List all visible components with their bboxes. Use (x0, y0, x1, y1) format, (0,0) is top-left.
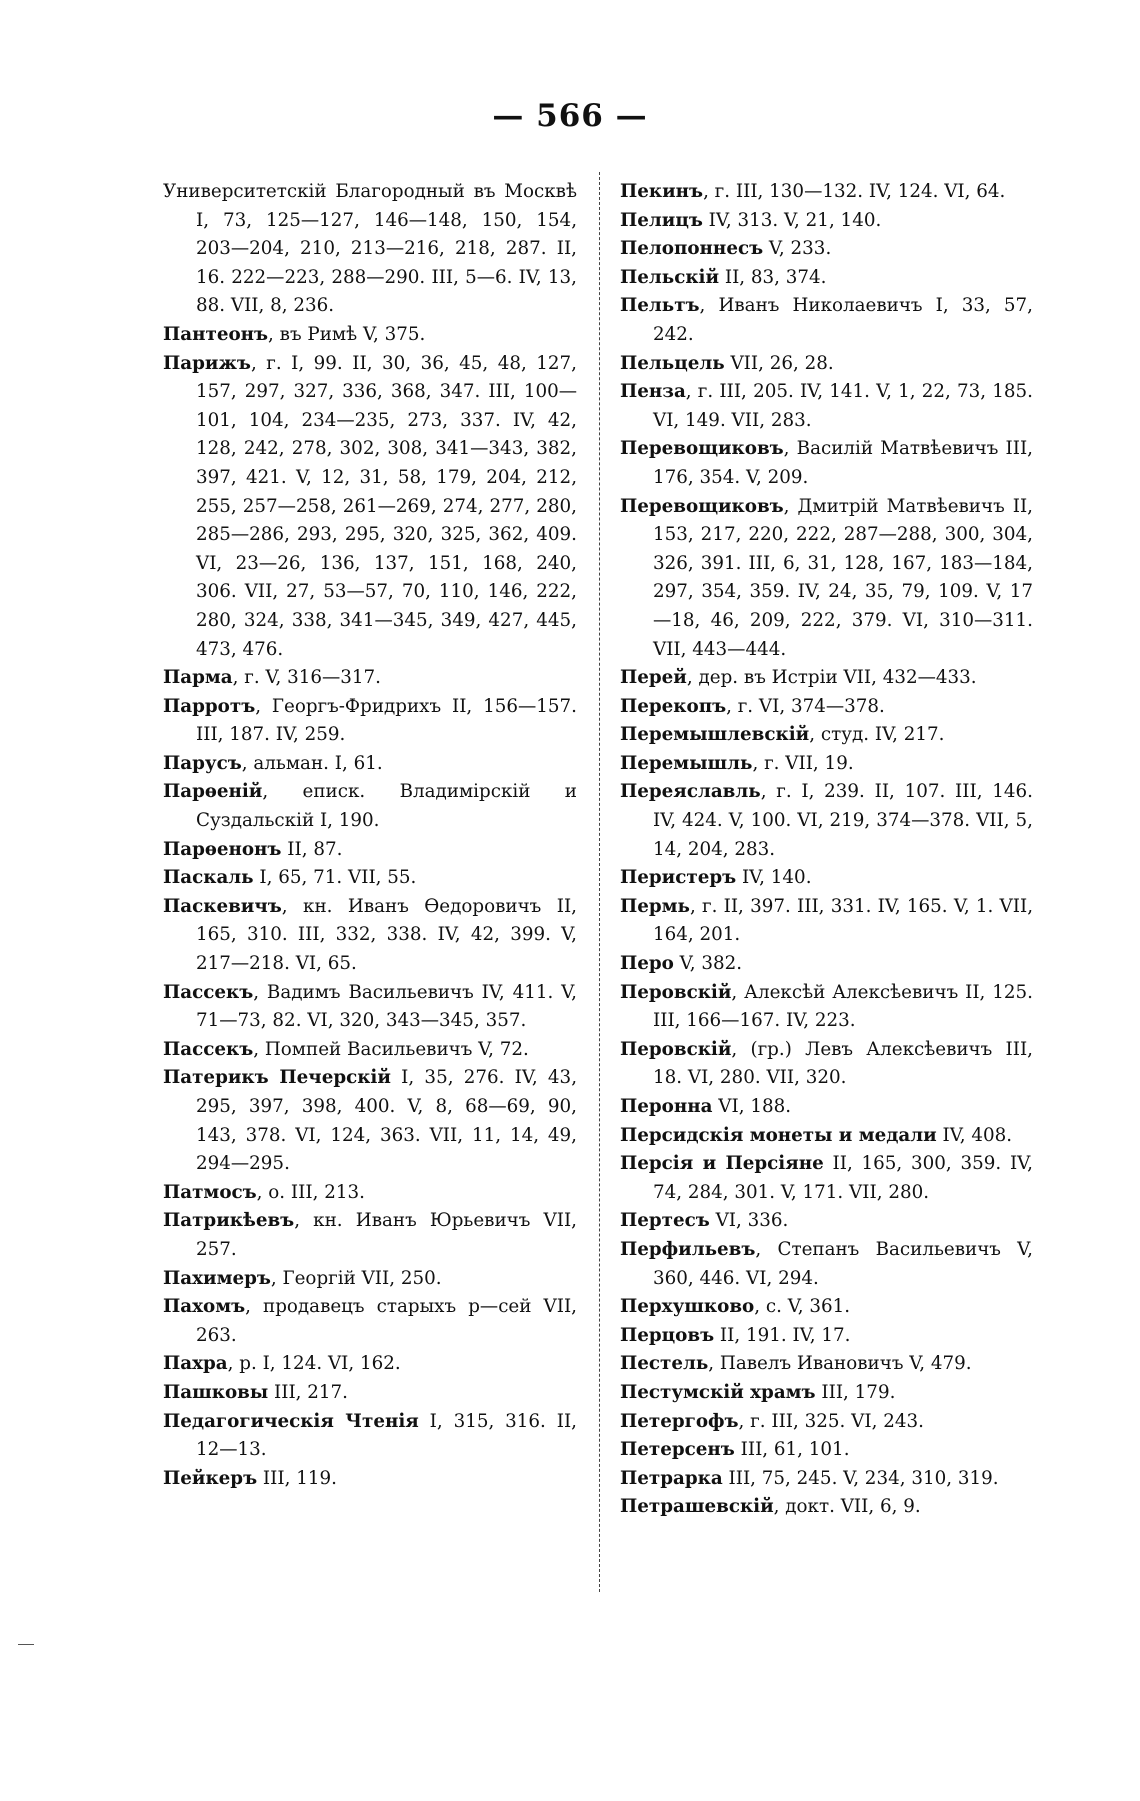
index-entry (620, 664, 1033, 693)
index-entry-headword: Персія и Персіяне (620, 1153, 824, 1175)
index-entry-headword: Переяславль (620, 781, 761, 803)
index-entry (163, 693, 577, 750)
index-entry-references: , епиcк. Владимірскій и Суздальскій I, 190. (196, 781, 577, 832)
page-number: — 566 — (492, 98, 648, 134)
index-entry-headword: Парротъ (163, 695, 256, 717)
index-entry (620, 1322, 1033, 1351)
index-entry (163, 1265, 577, 1294)
edge-mark (18, 1644, 34, 1645)
index-entry-references: V, 233. (763, 238, 832, 260)
index-entry-headword: Перекопъ (620, 695, 727, 717)
index-entry-headword: Пермь (620, 895, 690, 917)
index-entry-headword: Паскаль (163, 867, 254, 889)
index-entry-references: III, 61, 101. (734, 1439, 850, 1461)
index-entry (163, 1379, 577, 1408)
index-entry-headword: Петрарка (620, 1467, 723, 1489)
index-entry (620, 493, 1033, 665)
index-entry-headword: Пельскій (620, 266, 720, 288)
index-entry-references: , студ. IV, 217. (809, 724, 945, 746)
index-entry-references: VI, 336. (709, 1210, 789, 1232)
index-entry (620, 693, 1033, 722)
index-entry-headword: Перфильевъ (620, 1238, 756, 1260)
index-entry-headword: Патрикѣевъ (163, 1210, 295, 1232)
index-entry-references: , (гр.) Левъ Алексѣевичъ III, 18. VI, 280. VII, 320. (653, 1038, 1033, 1089)
index-entry (163, 1207, 577, 1264)
index-entry-headword: Пелицъ (620, 209, 703, 231)
index-entry (163, 1179, 577, 1208)
index-entry-headword: Пенза (620, 381, 686, 403)
index-entry-headword: Перемышлевскій (620, 724, 810, 746)
index-entry-references: , о. III, 213. (256, 1181, 365, 1203)
index-entry (620, 1379, 1033, 1408)
index-entry (620, 1436, 1033, 1465)
index-entry (163, 750, 577, 779)
index-entry-references: , с. V, 361. (754, 1296, 851, 1318)
index-entry-headword: Пестумскій храмъ (620, 1381, 816, 1403)
index-entry (620, 235, 1033, 264)
index-entry-references: , въ Римѣ V, 375. (268, 323, 426, 345)
index-entry-headword: Петергофъ (620, 1410, 739, 1432)
index-entry (620, 1093, 1033, 1122)
index-entry (620, 350, 1033, 379)
index-entry-headword: Перонна (620, 1096, 713, 1117)
index-entry (620, 1122, 1033, 1151)
index-entry-headword: Перистеръ (620, 867, 737, 889)
index-entry (620, 778, 1033, 864)
index-entry (163, 321, 577, 350)
index-column-left (163, 178, 577, 1493)
index-entry (620, 178, 1033, 207)
index-entry (163, 1293, 577, 1350)
index-entry-headword: Пекинъ (620, 181, 704, 202)
index-entry-references: , г. V, 316—317. (232, 667, 381, 689)
index-entry-references: , кн. Иванъ Юрьевичъ VII, 257. (196, 1210, 577, 1260)
index-entry-headword: Пельцель (620, 352, 725, 374)
index-entry-references: , г. III, 325. VI, 243. (738, 1410, 924, 1432)
index-entry-headword: Перовскій (620, 1038, 732, 1060)
index-entry (620, 1493, 1033, 1522)
index-entry-references: I, 315, 316. II, 12—13. (196, 1410, 577, 1461)
index-entry (163, 664, 577, 693)
index-entry-headword: Парѳеній (163, 781, 263, 803)
index-entry (163, 778, 577, 835)
index-entry-headword: Перо (620, 953, 674, 975)
index-entry (163, 1465, 577, 1494)
index-column-right (620, 178, 1033, 1522)
index-entry-references: , г. III, 205. IV, 141. V, 1, 22, 73, 185. VI, 149. VII, 283. (653, 381, 1033, 431)
index-entry (620, 1465, 1033, 1494)
index-entry-headword: Пертесъ (620, 1210, 710, 1232)
index-entry-references: , г. VII, 19. (752, 752, 854, 774)
index-entry-references: Университетскій Благородный въ Москвѣ I, 73, 125—127, 146—148, 150, 154, 203—204, 210, 213—216, 218, 287. II, 16. 222—223, 288—290. III, 5—6. IV, 13, 88. VII, 8, 236. (163, 181, 577, 317)
index-entry-references: III, 179. (815, 1381, 896, 1403)
index-entry-references: III, 119. (257, 1467, 337, 1489)
index-entry-references: V, 382. (673, 953, 743, 975)
index-entry-references: II, 83, 374. (719, 266, 827, 288)
index-entry-headword: Пахра (163, 1353, 228, 1375)
index-entry-headword: Пестель (620, 1353, 709, 1375)
index-entry-references: , г. III, 130—132. IV, 124. VI, 64. (703, 181, 1006, 202)
index-entry-references: , г. VI, 374—378. (726, 695, 885, 717)
index-entry-headword: Перевощиковъ (620, 438, 784, 460)
index-entry-references: , докт. VII, 6, 9. (773, 1496, 921, 1518)
index-entry-headword: Перцовъ (620, 1324, 715, 1346)
index-entry-references: II, 165, 300, 359. IV, 74, 284, 301. V, 171. VII, 280. (653, 1153, 1033, 1203)
index-entry (163, 350, 577, 665)
index-entry (620, 292, 1033, 349)
index-entry-references: VI, 188. (712, 1096, 792, 1117)
index-entry-headword: Перей (620, 667, 687, 689)
index-entry (620, 435, 1033, 492)
index-entry (620, 721, 1033, 750)
index-entry (620, 979, 1033, 1036)
index-entry-headword: Петерсенъ (620, 1439, 735, 1461)
index-entry-headword: Паскевичъ (163, 895, 282, 917)
index-entry-references: , г. II, 397. III, 331. IV, 165. V, 1. VII, 164, 201. (653, 895, 1033, 946)
index-entry-references: , Дмитрій Матвѣевичъ II, 153, 217, 220, 222, 287—288, 300, 304, 326, 391. III, 6, 31, 128, 167, 183—184, 297, 354, 359. IV, 24, 35, 79, 109. V, 17—18, 46, 209, 222, 379. VI, 310—311. VII, 443—444. (653, 495, 1033, 660)
index-entry-references: , Иванъ Николаевичъ I, 33, 57, 242. (653, 295, 1033, 345)
index-entry (620, 950, 1033, 979)
index-entry (163, 1350, 577, 1379)
column-divider (599, 172, 600, 1592)
index-entry-headword: Перевощиковъ (620, 495, 784, 517)
index-entry-headword: Пейкеръ (163, 1467, 258, 1489)
index-entry (163, 864, 577, 893)
index-entry-references: , Георгъ-Фридрихъ II, 156—157. III, 187. IV, 259. (196, 695, 577, 746)
index-entry-references: , Василій Матвѣевичъ III, 176, 354. V, 209. (653, 438, 1033, 488)
index-entry-references: , Степанъ Васильевичъ V, 360, 446. VI, 294. (653, 1238, 1033, 1289)
index-entry-headword: Парусъ (163, 752, 242, 774)
index-entry (620, 207, 1033, 236)
index-entry (620, 264, 1033, 293)
index-entry (163, 1064, 577, 1178)
index-entry (620, 893, 1033, 950)
index-entry-headword: Патмосъ (163, 1181, 257, 1203)
index-entry-headword: Парма (163, 667, 233, 689)
index-entry-references: , Помпей Васильевичъ V, 72. (253, 1038, 529, 1060)
index-entry-references: , Георгій VII, 250. (270, 1267, 442, 1289)
index-entry-headword: Перовскій (620, 981, 732, 1003)
index-entry (163, 1408, 577, 1465)
index-entry-headword: Петрашевскій (620, 1496, 774, 1518)
index-entry (163, 979, 577, 1036)
index-entry-references: , альман. I, 61. (241, 752, 383, 774)
index-entry-references: , г. I, 99. II, 30, 36, 45, 48, 127, 157, 297, 327, 336, 368, 347. III, 100—101, 104, 234—235, 273, 337. IV, 42, 128, 242, 278, 302, 308, 341—343, 382, 397, 421. V, 12, 31, 58, 179, 204, 212, 255, 257—258, 261—269, 274, 277, 280, 285—286, 293, 295, 320, 325, 362, 409. VI, 23—26, 136, 137, 151, 168, 240, 306. VII, 27, 53—57, 70, 110, 146, 222, 280, 324, 338, 341—345, 349, 427, 445, 473, 476. (196, 352, 577, 660)
index-entry-headword: Пахомъ (163, 1296, 246, 1318)
index-entry (163, 1036, 577, 1065)
index-entry-headword: Пантеонъ (163, 323, 269, 345)
index-entry-headword: Парѳенонъ (163, 838, 282, 860)
index-entry-headword: Пахимеръ (163, 1267, 271, 1289)
index-entry-headword: Пассекъ (163, 981, 254, 1003)
index-entry-references: II, 87. (281, 838, 343, 860)
index-entry-references: , Алексѣй Алексѣевичъ II, 125. III, 166—167. IV, 223. (653, 981, 1033, 1032)
index-entry-references: I, 35, 276. IV, 43, 295, 397, 398, 400. V, 8, 68—69, 90, 143, 378. VI, 124, 363. VII, 11, 14, 49, 294—295. (196, 1067, 577, 1175)
index-entry (163, 893, 577, 979)
index-entry-references: , кн. Иванъ Ѳедоровичъ II, 165, 310. III, 332, 338. IV, 42, 399. V, 217—218. VI, 65. (196, 895, 577, 975)
index-entry-headword: Перемышль (620, 752, 753, 774)
index-entry-references: VII, 26, 28. (724, 352, 834, 374)
index-entry (620, 378, 1033, 435)
index-entry (620, 1036, 1033, 1093)
index-entry-references: IV, 313. V, 21, 140. (702, 209, 882, 231)
index-entry-headword: Пашковы (163, 1381, 269, 1403)
index-entry-references: , г. I, 239. II, 107. III, 146. IV, 424. V, 100. VI, 219, 374—378. VII, 5, 14, 204, 283. (653, 781, 1033, 860)
index-entry-headword: Парижъ (163, 352, 251, 374)
index-entry-headword: Пелопоннесъ (620, 238, 764, 260)
index-entry-references: I, 65, 71. VII, 55. (253, 867, 417, 889)
index-entry (620, 1236, 1033, 1293)
index-entry-references: III, 75, 245. V, 234, 310, 319. (722, 1467, 999, 1489)
index-entry-headword: Пельтъ (620, 295, 700, 317)
index-entry (620, 1408, 1033, 1437)
index-entry-references: , продавецъ старыхъ р—сей VII, 263. (196, 1296, 577, 1346)
index-entry-references: II, 191. IV, 17. (714, 1324, 851, 1346)
index-entry (163, 178, 577, 321)
index-entry-references: IV, 408. (936, 1124, 1013, 1146)
index-entry (620, 1207, 1033, 1236)
index-entry (163, 836, 577, 865)
index-entry (620, 750, 1033, 779)
index-entry-headword: Персидскія монеты и медали (620, 1124, 937, 1146)
index-entry (620, 1350, 1033, 1379)
index-entry-references: III, 217. (268, 1381, 348, 1403)
index-entry-headword: Пассекъ (163, 1038, 254, 1060)
index-entry-headword: Перхушково (620, 1296, 755, 1318)
index-entry-references: , Павелъ Ивановичъ V, 479. (708, 1353, 972, 1375)
index-entry-headword: Патерикъ Печерскій (163, 1067, 391, 1089)
index-entry-headword: Педагогическія Чтенія (163, 1410, 419, 1432)
index-entry-references: , дер. въ Истріи VII, 432—433. (686, 667, 977, 689)
index-entry-references: , Вадимъ Васильевичъ IV, 411. V, 71—73, 82. VI, 320, 343—345, 357. (196, 981, 577, 1032)
index-entry (620, 1293, 1033, 1322)
index-entry-references: , р. I, 124. VI, 162. (227, 1353, 401, 1375)
index-entry (620, 864, 1033, 893)
index-entry (620, 1150, 1033, 1207)
index-entry-references: IV, 140. (736, 867, 812, 889)
